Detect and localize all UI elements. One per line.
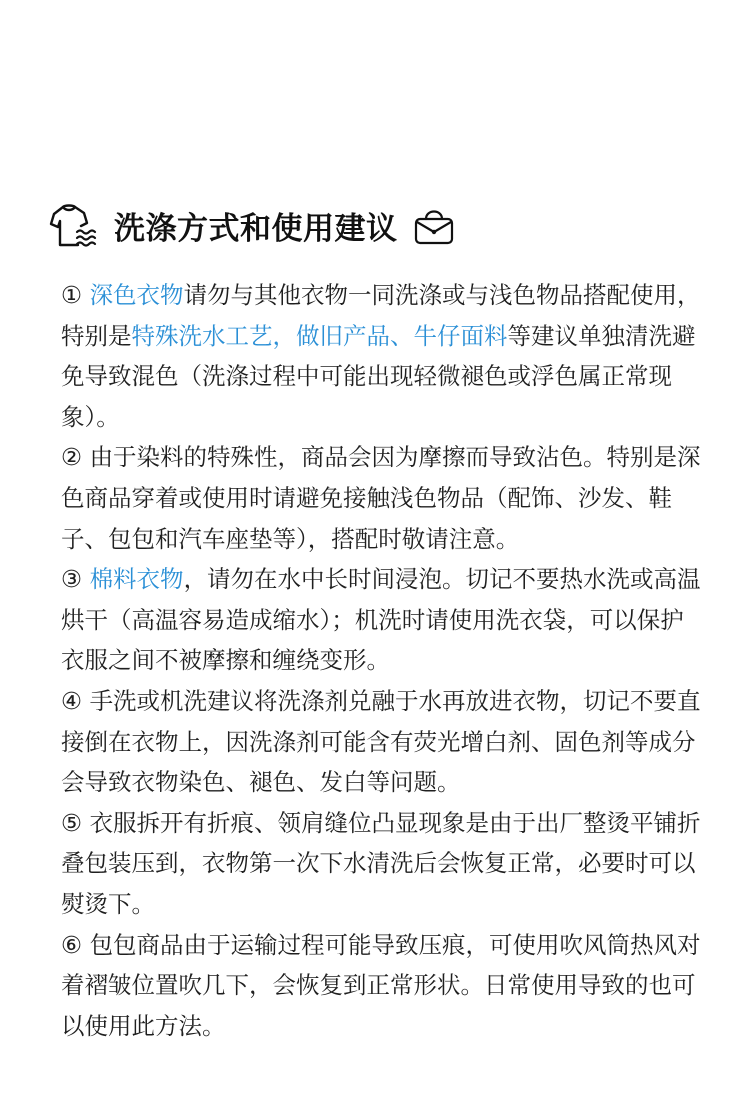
instruction-item-1 [61, 275, 701, 437]
item-text: 衣服拆开有折痕、领肩缝位凸显现象是由于出厂整烫平铺折叠包装压到，衣物第一次下水清洗后会恢复正常，必要时可以熨烫下。 [61, 808, 701, 918]
instruction-item-3 [61, 559, 701, 681]
item-number: ⑥ [61, 930, 83, 959]
tshirt-wash-icon [48, 201, 100, 249]
item-text: 包包商品由于运输过程可能导致压痕，可使用吹风筒热风对着褶皱位置吹几下，会恢复到正常形状。日常使用导致的也可以使用此方法。 [61, 930, 701, 1040]
item-text: 请勿与其他衣物一同洗涤或与浅色物品搭配使用，特别是 [61, 281, 701, 350]
page-title: 洗涤方式和使用建议 [114, 210, 398, 247]
item-text: 等建议单独清洗避免导致混色（洗涤过程中可能出现轻微褪色或浮色属正常现象）。 [61, 321, 696, 431]
item-text: 手洗或机洗建议将洗涤剂兑融于水再放进衣物，切记不要直接倒在衣物上，因洗涤剂可能含有荧光增白剂、固色剂等成分会导致衣物染色、褪色、发白等问题。 [61, 686, 701, 797]
highlight-text: 深色衣物 [89, 281, 184, 309]
item-number: ④ [61, 686, 83, 715]
highlight-text: 特殊洗水工艺，做旧产品、牛仔面料 [131, 321, 508, 350]
handbag-icon [412, 203, 456, 247]
item-number: ③ [61, 565, 83, 594]
item-number: ⑤ [61, 808, 83, 837]
item-text: 由于染料的特殊性，商品会因为摩擦而导致沾色。特别是深色商品穿着或使用时请避免接触浅色物品（配饰、沙发、鞋子、包包和汽车座垫等），搭配时敬请注意。 [61, 443, 701, 553]
highlight-text: 棉料衣物 [89, 565, 184, 594]
instruction-item-4 [61, 681, 701, 803]
instruction-item-2 [61, 437, 701, 559]
instruction-item-6 [61, 925, 701, 1047]
instruction-item-5 [61, 803, 701, 925]
section-header [48, 200, 456, 250]
care-instructions [61, 275, 701, 1046]
item-text: ，请勿在水中长时间浸泡。切记不要热水洗或高温烘干（高温容易造成缩水）；机洗时请使用洗衣袋，可以保护衣服之间不被摩擦和缠绕变形。 [61, 565, 701, 675]
item-number: ② [61, 443, 83, 472]
item-number: ① [61, 281, 83, 309]
